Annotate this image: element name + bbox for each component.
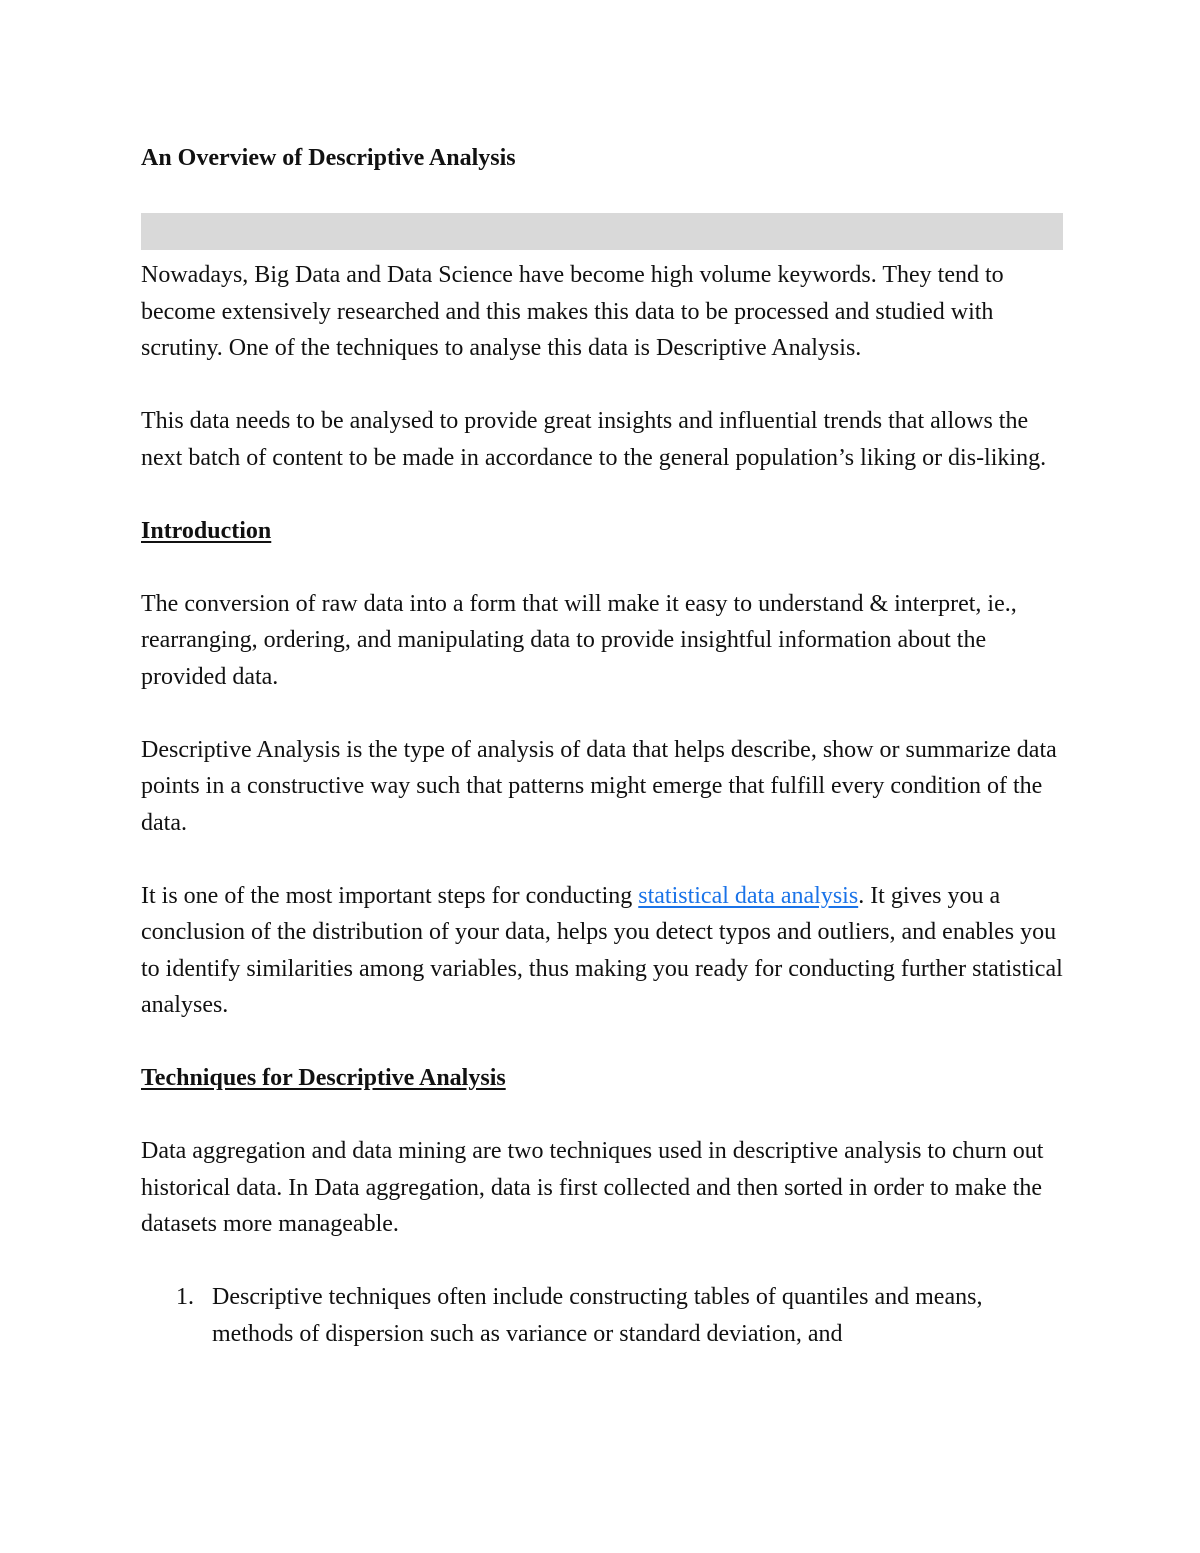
list-item [141,1279,1063,1352]
introduction-paragraph-1: The conversion of raw data into a form that will make it easy to understand & interpret, ie., rearranging, ordering, and manipulating data to provide insightful information about the provided data. [141,590,1017,690]
introduction-link-paragraph [141,878,1063,1024]
intro-paragraph-1: Nowadays, Big Data and Data Science have become high volume keywords. They tend to become extensively researched and this makes this data to be processed and studied with scrutiny. One of the techniques to analyse this data is Descriptive Analysis. [141,262,1004,361]
document-title: An Overview of Descriptive Analysis [141,145,516,171]
techniques-list [141,1279,1063,1352]
intro-paragraph-2: This data needs to be analysed to provide great insights and influential trends that allows the next batch of content to be made in accordance to the general population’s liking or dis-liking. [141,408,1047,471]
techniques-heading: Techniques for Descriptive Analysis [141,1065,506,1091]
link-paragraph-text-after: . It gives you a conclusion of the distribution of your data, helps you detect typos and outliers, and enables you to identify similarities among variables, thus making you ready for conducting further statistical analyses. [141,882,1063,1018]
introduction-heading: Introduction [141,517,272,544]
gray-separator-bar [141,213,1063,250]
introduction-paragraph-2: Descriptive Analysis is the type of analysis of data that helps describe, show or summarize data points in a constructive way such that patterns might emerge that fulfill every condition of the data. [141,736,1057,836]
statistical-data-analysis-link[interactable]: statistical data analysis [638,882,859,909]
document-page [141,140,1063,1352]
techniques-paragraph: Data aggregation and data mining are two techniques used in descriptive analysis to churn out historical data. In Data aggregation, data is first collected and then sorted in order to make the datasets more manageable. [141,1138,1044,1237]
list-item-number: 1. [176,1284,194,1310]
link-paragraph-text-before: It is one of the most important steps for conducting [141,882,639,909]
list-item-text: Descriptive techniques often include constructing tables of quantiles and means, methods of dispersion such as variance or standard deviation, and [212,1284,983,1347]
